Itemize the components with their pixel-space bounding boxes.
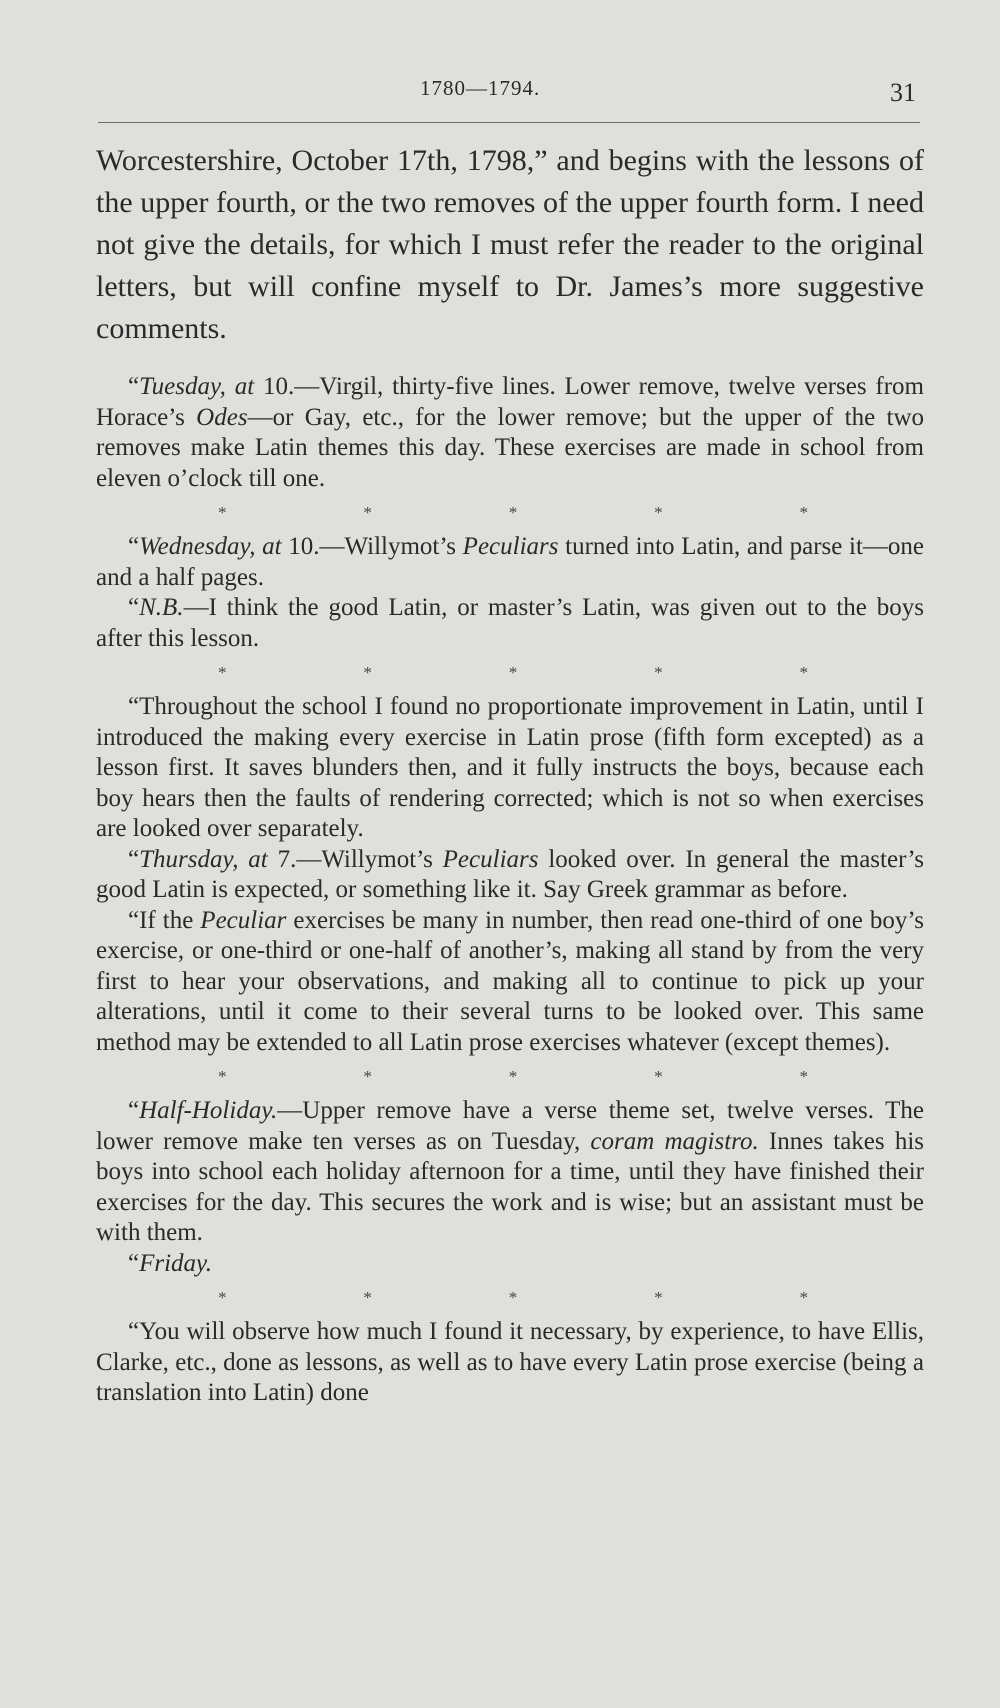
asterisk: * bbox=[363, 1067, 372, 1086]
thursday-label: Thursday, at bbox=[139, 845, 268, 873]
odes-title: Odes bbox=[196, 403, 248, 431]
header-rule bbox=[98, 122, 920, 123]
asterisk: * bbox=[508, 1067, 518, 1086]
quote-mark: “ bbox=[128, 533, 140, 560]
quote-mark: “ bbox=[128, 373, 140, 400]
peculiars-title: Peculiars bbox=[462, 533, 559, 560]
asterisk: * bbox=[363, 503, 372, 522]
asterisk: * bbox=[508, 503, 518, 522]
tuesday-text-1: 10.—Virgil, thirty-five lines. Lower remove, twelve verses from Horace’s bbox=[96, 373, 925, 431]
quote-mark: “ bbox=[128, 1249, 140, 1277]
body-text bbox=[96, 140, 924, 1409]
asterisk: * bbox=[654, 1067, 663, 1086]
tuesday-label: Tuesday, at bbox=[139, 373, 255, 400]
asterisk: * bbox=[218, 1288, 227, 1307]
asterisk: * bbox=[799, 1067, 808, 1086]
tuesday-text-2: —or Gay, etc., for the lower remove; but the upper of the two removes make Latin themes this day. These exercises are made in school from eleven o’clock till one. bbox=[96, 403, 924, 492]
closing-paragraph: “You will observe how much I found it necessary, by experience, to have Ellis, Clarke, etc., done as lessons, as well as to have every Latin prose exercise (being a translation into Latin) done bbox=[96, 1318, 924, 1406]
tuesday-entry bbox=[96, 372, 924, 494]
throughout-paragraph: “Throughout the school I found no proportionate improvement in Latin, until I introduced the making every exercise in Latin prose (fifth form excepted) as a lesson first. It saves blunders then, and it fully instructs the boys, because each boy hears then the faults of rendering corrected; which is not so when exercises are looked over separately. bbox=[96, 693, 924, 842]
wednesday-text-1: 10.—Willymot’s bbox=[281, 533, 463, 560]
asterisk: * bbox=[799, 503, 808, 522]
thursday-entry bbox=[96, 845, 924, 906]
lead-paragraph: Worcestershire, October 17th, 1798,” and begins with the lessons of the upper fourth, or the two removes of the upper fourth form. I need not give the details, for which I must refer the reader to the original letters, but will confine myself to Dr. James’s more suggestive comments. bbox=[96, 144, 924, 345]
friday-entry bbox=[96, 1249, 924, 1280]
peculiar-open: “If the bbox=[128, 906, 201, 934]
running-head-years: 1780—1794. bbox=[420, 76, 541, 100]
peculiar-title: Peculiar bbox=[200, 906, 287, 934]
asterism-separator bbox=[96, 1058, 924, 1096]
thursday-text-1: 7.—Willymot’s bbox=[267, 845, 443, 873]
quote-mark: “ bbox=[128, 1097, 140, 1124]
quote-mark: “ bbox=[128, 845, 140, 873]
peculiar-exercises-paragraph bbox=[96, 906, 924, 1059]
half-holiday-label: Half-Holiday. bbox=[139, 1097, 278, 1124]
friday-label: Friday. bbox=[139, 1249, 213, 1277]
asterisk: * bbox=[508, 663, 518, 682]
half-holiday-text-2: Innes takes his boys into school each holiday afternoon for a time, until they have finished their exercises for the day. This secures the work and is wise; but an assistant must be with them. bbox=[96, 1127, 924, 1246]
running-head bbox=[0, 70, 1000, 110]
nb-label: N.B. bbox=[139, 594, 184, 621]
asterisk: * bbox=[799, 1288, 808, 1307]
peculiars-title: Peculiars bbox=[442, 845, 539, 873]
half-holiday-text-1: —Upper remove have a verse theme set, twelve verses. The lower remove make ten verses as on Tuesday, bbox=[96, 1097, 924, 1155]
asterisk: * bbox=[363, 663, 372, 682]
asterisk: * bbox=[218, 663, 227, 682]
wednesday-text-2: turned into Latin, and parse it—one and a half pages. bbox=[96, 533, 924, 591]
coram-magistro: coram magistro. bbox=[590, 1127, 759, 1155]
page-number: 31 bbox=[890, 78, 916, 107]
asterisk: * bbox=[508, 1288, 518, 1307]
nb-text: —I think the good Latin, or master’s Latin, was given out to the boys after this lesson. bbox=[96, 594, 924, 652]
wednesday-entry bbox=[96, 532, 924, 593]
nb-entry bbox=[96, 593, 924, 654]
asterisk: * bbox=[218, 1067, 227, 1086]
wednesday-label: Wednesday, at bbox=[139, 533, 282, 560]
quote-mark: “ bbox=[128, 594, 140, 621]
asterisk: * bbox=[799, 663, 808, 682]
asterism-separator bbox=[96, 1279, 924, 1317]
asterisk: * bbox=[654, 1288, 663, 1307]
half-holiday-entry bbox=[96, 1096, 924, 1249]
asterism-separator bbox=[96, 654, 924, 692]
peculiar-text: exercises be many in number, then read one-third of one boy’s exercise, or one-third or one-half of another’s, making all stand by from the very first to hear your observations, and making all to continue to pick up your alterations, until it come to their several turns to be looked over. This same method may be extended to all Latin prose exercises whatever (except themes). bbox=[96, 906, 924, 1056]
asterisk: * bbox=[654, 663, 663, 682]
asterisk: * bbox=[363, 1288, 372, 1307]
asterisk: * bbox=[654, 503, 663, 522]
thursday-text-2: looked over. In general the master’s good Latin is expected, or something like it. Say Greek grammar as before. bbox=[96, 845, 924, 903]
asterism-separator bbox=[96, 494, 924, 532]
asterisk: * bbox=[218, 503, 227, 522]
